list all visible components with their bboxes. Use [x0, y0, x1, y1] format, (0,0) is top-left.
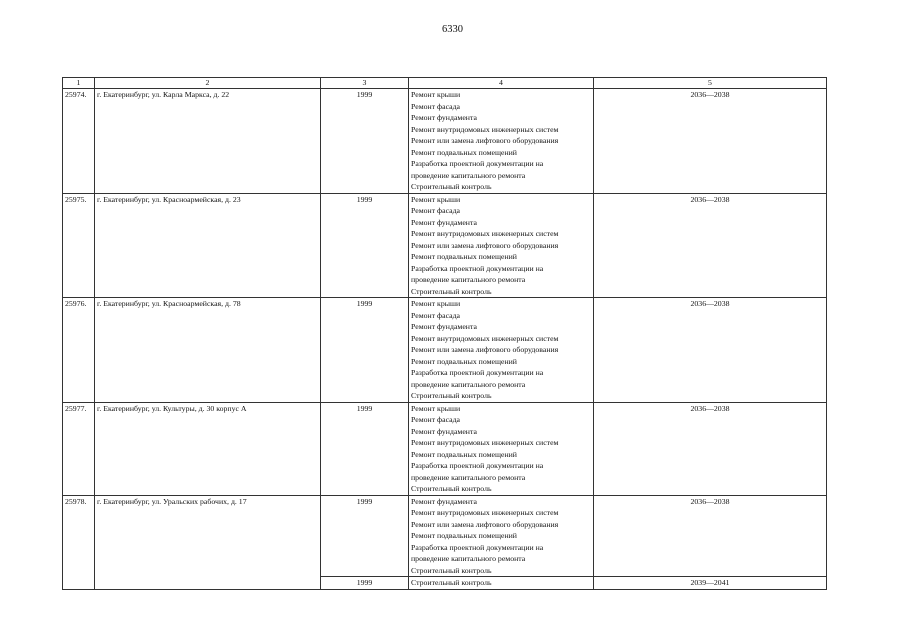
- header-cell-1: 1: [63, 78, 95, 89]
- year-cell: 1999: [321, 495, 409, 577]
- table-row: [63, 402, 827, 495]
- work-item: Ремонт крыши: [411, 90, 461, 99]
- period-cell: 2036—2038: [594, 298, 827, 403]
- work-item: Ремонт крыши: [411, 194, 461, 204]
- header-cell-4: 4: [409, 78, 594, 89]
- year-cell: 1999: [321, 193, 409, 298]
- table-row: [63, 193, 827, 298]
- work-item: Ремонт подвальных помещений: [411, 147, 517, 157]
- work-item: Разработка проектной документации на: [411, 542, 544, 552]
- row-number: 25975.: [63, 193, 95, 298]
- work-item: Ремонт подвальных помещений: [411, 252, 517, 261]
- period-cell: 2036—2038: [594, 193, 827, 298]
- work-item: Разработка проектной документации на: [411, 368, 544, 377]
- header-cell-3: 3: [321, 78, 409, 89]
- works-cell: [409, 495, 594, 577]
- work-item: проведение капитального ремонта: [411, 379, 526, 389]
- address-cell: г. Екатеринбург, ул. Красноармейская, д. 78: [95, 298, 321, 403]
- year-cell: 1999: [321, 577, 409, 590]
- header-cell-5: 5: [594, 78, 827, 89]
- capital-repair-table: [62, 77, 827, 590]
- address-cell: г. Екатеринбург, ул. Красноармейская, д. 23: [95, 193, 321, 298]
- work-item: проведение капитального ремонта: [411, 472, 526, 482]
- work-item: Разработка проектной документации на: [411, 159, 544, 168]
- row-number: 25974.: [63, 89, 95, 194]
- works-cell: [409, 89, 594, 194]
- works-cell: [409, 402, 594, 495]
- table-row: [63, 298, 827, 403]
- work-item: Ремонт или замена лифтового оборудования: [411, 240, 559, 250]
- work-item: проведение капитального ремонта: [411, 170, 526, 180]
- period-cell: 2036—2038: [594, 495, 827, 577]
- header-row: [63, 78, 827, 89]
- table-row: [63, 89, 827, 194]
- work-item: Строительный контроль: [411, 286, 492, 296]
- year-cell: 1999: [321, 402, 409, 495]
- work-item: Разработка проектной документации на: [411, 263, 544, 273]
- work-item: Ремонт фундамента: [411, 217, 477, 227]
- work-item: Ремонт или замена лифтового оборудования: [411, 136, 559, 145]
- work-item: Ремонт или замена лифтового оборудования: [411, 345, 559, 354]
- work-item: Ремонт или замена лифтового оборудования: [411, 519, 559, 529]
- work-item: Ремонт фасада: [411, 310, 461, 320]
- works-cell: Строительный контроль: [409, 577, 594, 590]
- work-item: Строительный контроль: [411, 391, 492, 400]
- period-cell: 2036—2038: [594, 402, 827, 495]
- work-item: Ремонт фундамента: [411, 322, 477, 331]
- header-cell-2: 2: [95, 78, 321, 89]
- work-item: Ремонт крыши: [411, 403, 461, 413]
- row-number: 25978.: [63, 495, 95, 589]
- work-item: Ремонт фундамента: [411, 496, 477, 506]
- year-cell: 1999: [321, 298, 409, 403]
- work-item: Ремонт подвальных помещений: [411, 449, 517, 459]
- work-item: Ремонт подвальных помещений: [411, 531, 517, 540]
- work-item: проведение капитального ремонта: [411, 554, 526, 563]
- works-cell: [409, 193, 594, 298]
- work-item: Ремонт фундамента: [411, 426, 477, 436]
- work-item: Ремонт внутридомовых инженерных систем: [411, 124, 559, 134]
- work-item: Ремонт внутридомовых инженерных систем: [411, 229, 559, 238]
- year-cell: 1999: [321, 89, 409, 194]
- work-item: Строительный контроль: [411, 182, 492, 191]
- work-item: Ремонт фасада: [411, 206, 461, 215]
- period-cell: 2039—2041: [594, 577, 827, 590]
- page-number: 6330: [442, 24, 463, 35]
- address-cell: г. Екатеринбург, ул. Уральских рабочих, д. 17: [95, 495, 321, 589]
- work-item: Ремонт внутридомовых инженерных систем: [411, 333, 559, 343]
- work-item: Ремонт внутридомовых инженерных систем: [411, 508, 559, 517]
- work-item: Разработка проектной документации на: [411, 461, 544, 470]
- work-item: Строительный контроль: [411, 484, 492, 493]
- work-item: Ремонт внутридомовых инженерных систем: [411, 438, 559, 447]
- address-cell: г. Екатеринбург, ул. Культуры, д. 30 корпус А: [95, 402, 321, 495]
- work-item: Строительный контроль: [411, 565, 492, 575]
- work-item: Ремонт фасада: [411, 101, 461, 111]
- table-row: [63, 495, 827, 577]
- row-number: 25977.: [63, 402, 95, 495]
- work-item: Ремонт фасада: [411, 415, 461, 424]
- works-cell: [409, 298, 594, 403]
- address-cell: г. Екатеринбург, ул. Карла Маркса, д. 22: [95, 89, 321, 194]
- row-number: 25976.: [63, 298, 95, 403]
- work-item: Ремонт крыши: [411, 299, 461, 308]
- work-item: Ремонт фундамента: [411, 113, 477, 122]
- work-item: Ремонт подвальных помещений: [411, 356, 517, 366]
- work-item: проведение капитального ремонта: [411, 275, 526, 284]
- period-cell: 2036—2038: [594, 89, 827, 194]
